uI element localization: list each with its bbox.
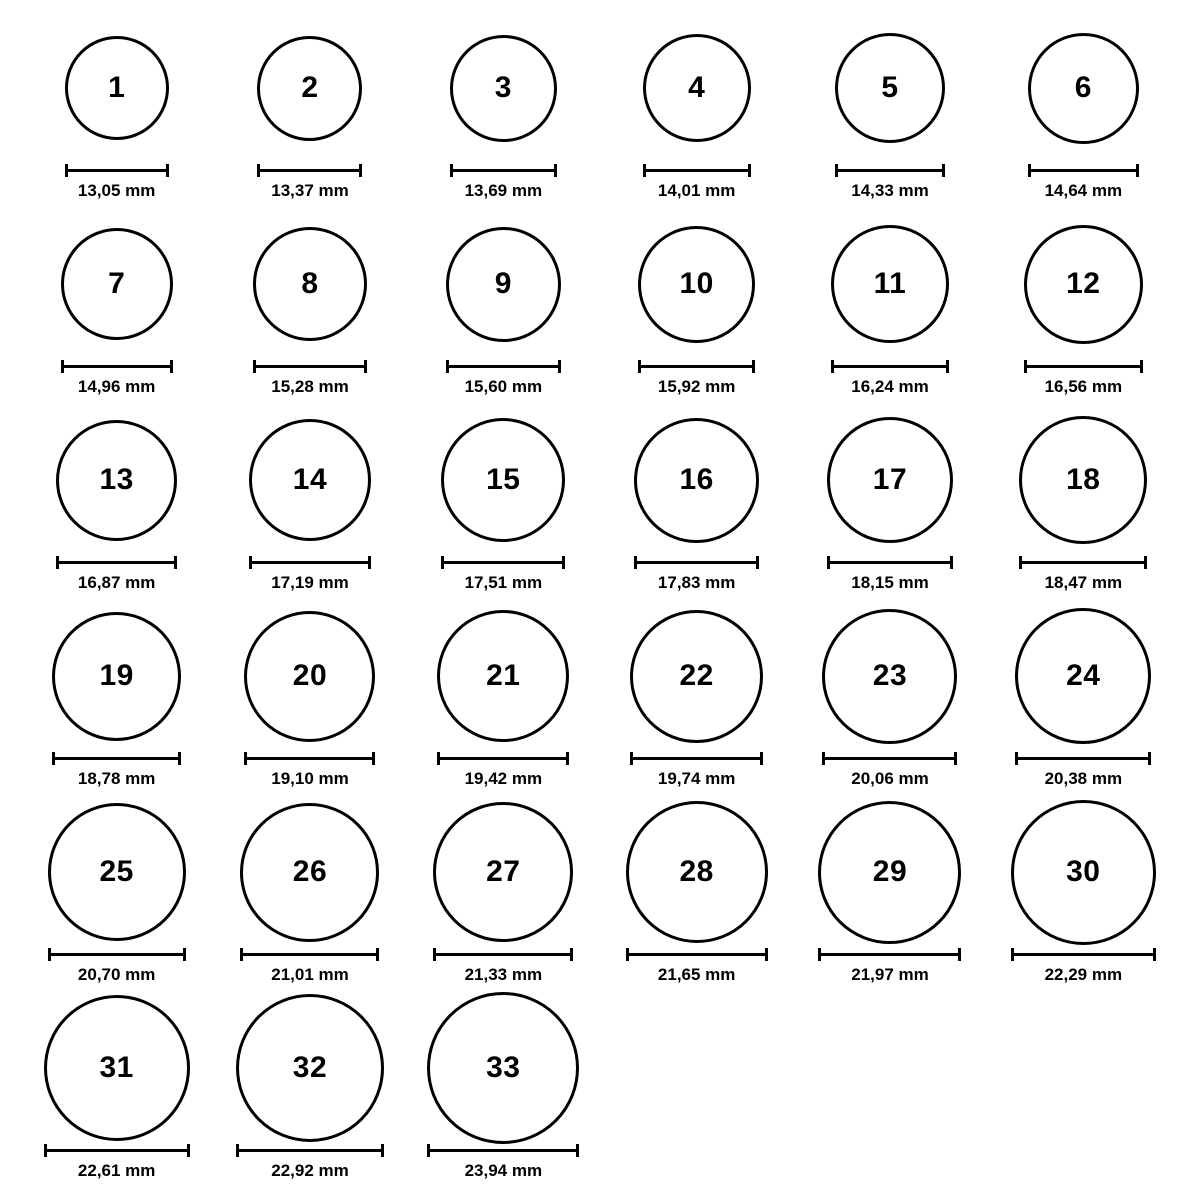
measure-label: 20,06 mm <box>851 769 929 788</box>
ruler-bar <box>1024 365 1143 368</box>
measure-label: 23,94 mm <box>464 1161 543 1180</box>
measure-label: 21,65 mm <box>657 965 736 984</box>
measure-label: 21,33 mm <box>464 965 543 984</box>
ruler-bar <box>835 169 945 172</box>
ruler-cap-left <box>1015 752 1018 765</box>
measure-ruler <box>427 1144 579 1156</box>
circle-wrap <box>61 214 173 354</box>
measure-label: 14,01 mm <box>657 181 736 200</box>
ruler-cap-left <box>1011 948 1014 961</box>
size-number: 28 <box>679 855 714 888</box>
ruler-cap-right <box>1136 164 1139 177</box>
size-number: 32 <box>292 1051 328 1084</box>
size-cell <box>20 410 213 606</box>
size-circle <box>446 227 561 342</box>
size-number: 30 <box>1066 855 1101 888</box>
ruler-cap-right <box>958 948 961 961</box>
circle-wrap <box>65 18 169 158</box>
measure-ruler <box>44 1144 190 1156</box>
size-circle <box>48 803 186 941</box>
circle-wrap <box>630 606 763 746</box>
measure-ruler <box>446 360 561 372</box>
circle-wrap <box>827 410 953 550</box>
measure-label: 22,92 mm <box>271 1161 349 1180</box>
size-cell <box>793 214 986 410</box>
ruler-cap-left <box>446 360 449 373</box>
ruler-cap-right <box>765 948 768 961</box>
circle-wrap <box>638 214 755 354</box>
ruler-cap-right <box>174 556 177 569</box>
ruler-cap-right <box>178 752 181 765</box>
size-cell <box>987 410 1180 606</box>
measure-label: 19,74 mm <box>657 769 736 788</box>
ruler-cap-right <box>1144 556 1147 569</box>
size-number: 13 <box>99 463 134 496</box>
ruler-cap-left <box>822 752 825 765</box>
ruler-bar <box>827 561 953 564</box>
measure-label: 20,70 mm <box>77 965 156 984</box>
size-cell <box>20 18 213 214</box>
size-number: 7 <box>108 267 126 300</box>
size-cell <box>407 18 600 214</box>
circle-wrap <box>822 606 957 746</box>
size-circle <box>253 227 367 341</box>
ruler-bar <box>643 169 751 172</box>
measure-label: 18,15 mm <box>851 573 929 592</box>
size-number: 6 <box>1074 71 1092 104</box>
measure-label: 16,24 mm <box>851 377 929 396</box>
circle-wrap <box>634 410 759 550</box>
circle-wrap <box>441 410 565 550</box>
ruler-bar <box>249 561 371 564</box>
measure-ruler <box>61 360 173 372</box>
measure-label: 17,83 mm <box>657 573 736 592</box>
size-cell <box>793 410 986 606</box>
ruler-cap-left <box>827 556 830 569</box>
circle-wrap <box>433 802 573 942</box>
measure-ruler <box>1024 360 1143 372</box>
ruler-cap-right <box>364 360 367 373</box>
size-cell <box>20 802 213 998</box>
ruler-cap-left <box>626 948 629 961</box>
size-circle <box>1011 800 1156 945</box>
size-cell <box>407 998 600 1194</box>
measure-label: 21,97 mm <box>851 965 929 984</box>
ruler-cap-left <box>65 164 68 177</box>
ruler-cap-left <box>253 360 256 373</box>
size-circle <box>52 612 181 741</box>
measure-label: 21,01 mm <box>271 965 349 984</box>
ruler-bar <box>257 169 362 172</box>
size-circle <box>643 34 751 142</box>
measure-ruler <box>835 164 945 176</box>
size-circle <box>257 36 362 141</box>
ruler-bar <box>441 561 565 564</box>
ruler-cap-right <box>1140 360 1143 373</box>
size-number: 24 <box>1066 659 1101 692</box>
circle-wrap <box>450 18 557 158</box>
size-number: 23 <box>872 659 908 692</box>
size-number: 2 <box>301 71 319 104</box>
circle-wrap <box>831 214 949 354</box>
circle-wrap <box>44 998 190 1138</box>
ruler-cap-right <box>187 1144 190 1157</box>
size-number: 27 <box>486 855 521 888</box>
ruler-cap-left <box>1028 164 1031 177</box>
size-circle <box>634 418 759 543</box>
size-cell <box>20 214 213 410</box>
measure-label: 18,78 mm <box>77 769 156 788</box>
ruler-cap-left <box>240 948 243 961</box>
size-number: 11 <box>873 267 907 300</box>
circle-wrap <box>818 802 961 942</box>
size-circle <box>56 420 177 541</box>
ruler-bar <box>56 561 177 564</box>
ruler-cap-left <box>441 556 444 569</box>
ruler-cap-left <box>437 752 440 765</box>
ruler-cap-right <box>752 360 755 373</box>
size-cell <box>407 802 600 998</box>
ruler-cap-right <box>376 948 379 961</box>
measure-label: 19,42 mm <box>464 769 543 788</box>
measure-ruler <box>638 360 755 372</box>
size-cell <box>213 410 406 606</box>
circle-wrap <box>236 998 384 1138</box>
ruler-cap-right <box>372 752 375 765</box>
ruler-cap-right <box>166 164 169 177</box>
ruler-cap-right <box>954 752 957 765</box>
ruler-bar <box>822 757 957 760</box>
ruler-cap-left <box>257 164 260 177</box>
ruler-cap-left <box>835 164 838 177</box>
ruler-cap-right <box>946 360 949 373</box>
size-circle <box>827 417 953 543</box>
circle-wrap <box>1019 410 1147 550</box>
measure-ruler <box>1019 556 1147 568</box>
ruler-cap-left <box>818 948 821 961</box>
ruler-bar <box>437 757 569 760</box>
size-number: 8 <box>301 267 319 300</box>
size-circle <box>450 35 557 142</box>
measure-ruler <box>643 164 751 176</box>
size-cell <box>793 802 986 998</box>
size-circle <box>1028 33 1139 144</box>
size-number: 15 <box>486 463 521 496</box>
ruler-bar <box>244 757 375 760</box>
size-number: 22 <box>679 659 714 692</box>
ruler-bar <box>634 561 759 564</box>
measure-ruler <box>240 948 379 960</box>
size-number: 16 <box>679 463 714 496</box>
ruler-bar <box>240 953 379 956</box>
size-cell <box>600 214 793 410</box>
ruler-cap-left <box>638 360 641 373</box>
ruler-cap-right <box>570 948 573 961</box>
ruler-cap-right <box>368 556 371 569</box>
size-number: 26 <box>292 855 328 888</box>
size-number: 4 <box>688 71 706 104</box>
ruler-cap-left <box>831 360 834 373</box>
circle-wrap <box>257 18 362 158</box>
measure-label: 14,96 mm <box>77 377 156 396</box>
size-number: 5 <box>881 71 899 104</box>
ruler-cap-right <box>558 360 561 373</box>
ruler-cap-right <box>760 752 763 765</box>
measure-label: 18,47 mm <box>1044 573 1123 592</box>
measure-ruler <box>236 1144 384 1156</box>
ruler-bar <box>1019 561 1147 564</box>
size-cell <box>213 606 406 802</box>
measure-ruler <box>441 556 565 568</box>
size-number: 10 <box>679 267 714 300</box>
size-cell <box>987 214 1180 410</box>
size-number: 25 <box>99 855 134 888</box>
measure-ruler <box>1015 752 1151 764</box>
ruler-bar <box>831 365 949 368</box>
measure-ruler <box>244 752 375 764</box>
size-cell <box>213 802 406 998</box>
circle-wrap <box>427 998 579 1138</box>
size-circle <box>61 228 173 340</box>
ruler-cap-left <box>433 948 436 961</box>
circle-wrap <box>253 214 367 354</box>
ruler-cap-right <box>554 164 557 177</box>
ruler-cap-left <box>52 752 55 765</box>
ruler-cap-left <box>450 164 453 177</box>
ruler-bar <box>446 365 561 368</box>
circle-wrap <box>437 606 569 746</box>
measure-ruler <box>52 752 181 764</box>
size-circle <box>1024 225 1143 344</box>
measure-ruler <box>253 360 367 372</box>
ruler-cap-left <box>427 1144 430 1157</box>
size-number: 21 <box>486 659 521 692</box>
size-cell <box>793 606 986 802</box>
measure-ruler <box>818 948 961 960</box>
size-circle <box>427 992 579 1144</box>
ruler-cap-left <box>630 752 633 765</box>
size-cell <box>407 214 600 410</box>
size-number: 20 <box>292 659 328 692</box>
measure-ruler <box>249 556 371 568</box>
measure-ruler <box>822 752 957 764</box>
size-circle <box>249 419 371 541</box>
ruler-cap-left <box>236 1144 239 1157</box>
size-cell <box>987 802 1180 998</box>
measure-label: 22,29 mm <box>1044 965 1123 984</box>
size-number: 14 <box>292 463 328 496</box>
ruler-cap-left <box>1024 360 1027 373</box>
ruler-cap-left <box>244 752 247 765</box>
ruler-bar <box>1011 953 1156 956</box>
measure-label: 15,28 mm <box>271 377 349 396</box>
ruler-cap-left <box>249 556 252 569</box>
measure-label: 14,64 mm <box>1044 181 1123 200</box>
circle-wrap <box>1015 606 1151 746</box>
size-grid <box>20 18 1180 1194</box>
measure-label: 17,51 mm <box>464 573 543 592</box>
size-circle <box>1015 608 1151 744</box>
measure-label: 15,60 mm <box>464 377 543 396</box>
ruler-cap-right <box>381 1144 384 1157</box>
size-cell <box>20 998 213 1194</box>
ruler-bar <box>253 365 367 368</box>
size-cell <box>600 410 793 606</box>
size-circle <box>822 609 957 744</box>
ruler-cap-right <box>170 360 173 373</box>
ruler-bar <box>433 953 573 956</box>
ruler-bar <box>61 365 173 368</box>
circle-wrap <box>1028 18 1139 158</box>
measure-ruler <box>433 948 573 960</box>
size-circle <box>818 801 961 944</box>
size-number: 17 <box>872 463 908 496</box>
measure-label: 13,37 mm <box>271 181 349 200</box>
size-circle <box>240 803 379 942</box>
size-cell <box>987 606 1180 802</box>
size-circle <box>236 994 384 1142</box>
ruler-cap-right <box>566 752 569 765</box>
measure-ruler <box>450 164 557 176</box>
measure-ruler <box>827 556 953 568</box>
ruler-cap-right <box>562 556 565 569</box>
measure-ruler <box>56 556 177 568</box>
circle-wrap <box>1024 214 1143 354</box>
ruler-cap-right <box>1148 752 1151 765</box>
circle-wrap <box>446 214 561 354</box>
circle-wrap <box>1011 802 1156 942</box>
measure-label: 13,05 mm <box>77 181 156 200</box>
size-number: 12 <box>1066 267 1101 300</box>
ruler-cap-left <box>634 556 637 569</box>
measure-ruler <box>630 752 763 764</box>
ruler-bar <box>630 757 763 760</box>
ruler-cap-right <box>748 164 751 177</box>
measure-label: 16,87 mm <box>77 573 156 592</box>
ruler-bar <box>44 1149 190 1152</box>
circle-wrap <box>244 606 375 746</box>
size-circle <box>433 802 573 942</box>
size-cell <box>213 214 406 410</box>
measure-label: 20,38 mm <box>1044 769 1123 788</box>
size-number: 1 <box>108 71 126 104</box>
measure-ruler <box>48 948 186 960</box>
ruler-cap-right <box>950 556 953 569</box>
ruler-cap-right <box>576 1144 579 1157</box>
size-number: 31 <box>99 1051 134 1084</box>
ruler-cap-left <box>643 164 646 177</box>
circle-wrap <box>626 802 768 942</box>
size-cell <box>20 606 213 802</box>
size-cell <box>407 606 600 802</box>
ruler-cap-right <box>183 948 186 961</box>
size-circle <box>244 611 375 742</box>
measure-ruler <box>1028 164 1139 176</box>
ruler-cap-right <box>1153 948 1156 961</box>
ruler-cap-left <box>48 948 51 961</box>
measure-label: 14,33 mm <box>851 181 929 200</box>
measure-ruler <box>626 948 768 960</box>
ruler-cap-left <box>56 556 59 569</box>
measure-label: 13,69 mm <box>464 181 543 200</box>
ruler-cap-left <box>44 1144 47 1157</box>
ruler-bar <box>1015 757 1151 760</box>
measure-label: 15,92 mm <box>657 377 736 396</box>
size-circle <box>441 418 565 542</box>
size-number: 3 <box>494 71 512 104</box>
size-cell <box>793 18 986 214</box>
ruler-bar <box>1028 169 1139 172</box>
circle-wrap <box>52 606 181 746</box>
size-cell <box>600 606 793 802</box>
size-circle <box>65 36 169 140</box>
ruler-bar <box>626 953 768 956</box>
circle-wrap <box>643 18 751 158</box>
size-cell <box>987 18 1180 214</box>
size-circle <box>626 801 768 943</box>
measure-ruler <box>437 752 569 764</box>
measure-ruler <box>257 164 362 176</box>
ruler-cap-left <box>1019 556 1022 569</box>
size-number: 9 <box>494 267 512 300</box>
size-circle <box>630 610 763 743</box>
size-number: 19 <box>99 659 134 692</box>
size-cell <box>600 18 793 214</box>
measure-ruler <box>634 556 759 568</box>
size-circle <box>831 225 949 343</box>
ruler-cap-right <box>756 556 759 569</box>
ruler-cap-left <box>61 360 64 373</box>
measure-ruler <box>831 360 949 372</box>
measure-label: 16,56 mm <box>1044 377 1123 396</box>
measure-label: 22,61 mm <box>77 1161 156 1180</box>
size-number: 29 <box>872 855 908 888</box>
size-circle <box>437 610 569 742</box>
ruler-bar <box>48 953 186 956</box>
size-circle <box>835 33 945 143</box>
circle-wrap <box>48 802 186 942</box>
size-number: 33 <box>486 1051 521 1084</box>
size-cell <box>213 998 406 1194</box>
size-number: 18 <box>1066 463 1101 496</box>
size-circle <box>1019 416 1147 544</box>
ruler-bar <box>427 1149 579 1152</box>
circle-wrap <box>240 802 379 942</box>
ruler-cap-right <box>942 164 945 177</box>
measure-label: 17,19 mm <box>271 573 349 592</box>
size-cell <box>600 802 793 998</box>
ruler-bar <box>52 757 181 760</box>
ruler-bar <box>236 1149 384 1152</box>
ruler-cap-right <box>359 164 362 177</box>
circle-wrap <box>835 18 945 158</box>
ruler-bar <box>818 953 961 956</box>
ruler-bar <box>450 169 557 172</box>
size-cell <box>407 410 600 606</box>
circle-wrap <box>249 410 371 550</box>
size-cell <box>213 18 406 214</box>
measure-ruler <box>65 164 169 176</box>
measure-label: 19,10 mm <box>271 769 349 788</box>
size-circle <box>638 226 755 343</box>
size-circle <box>44 995 190 1141</box>
ruler-bar <box>65 169 169 172</box>
circle-wrap <box>56 410 177 550</box>
ruler-bar <box>638 365 755 368</box>
measure-ruler <box>1011 948 1156 960</box>
